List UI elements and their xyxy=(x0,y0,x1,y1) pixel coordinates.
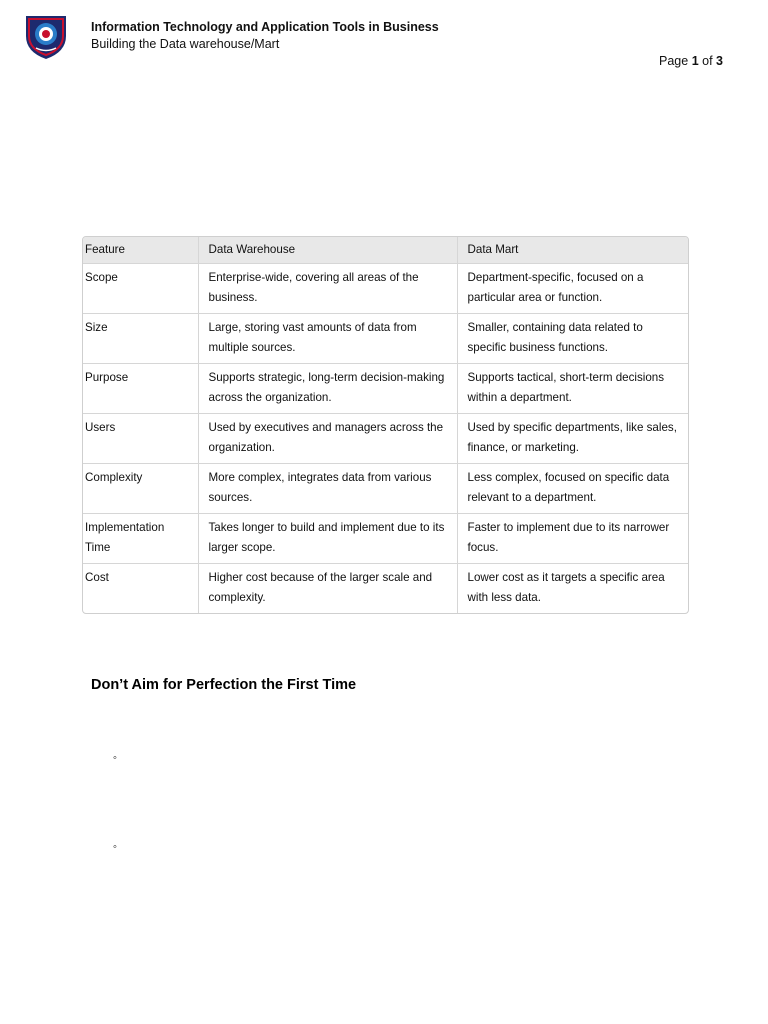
data-mart-cell: Smaller, containing data related to specific business functions. xyxy=(457,314,688,364)
data-warehouse-cell: Takes longer to build and implement due to its larger scope. xyxy=(198,514,457,564)
document-subtitle: Building the Data warehouse/Mart xyxy=(91,37,280,51)
table-row xyxy=(83,264,688,314)
bullet-marker: ◦ xyxy=(113,752,117,764)
data-warehouse-cell: Used by executives and managers across the organization. xyxy=(198,414,457,464)
page-label: Page xyxy=(659,54,689,68)
column-header-data-warehouse: Data Warehouse xyxy=(198,237,457,264)
data-warehouse-cell: Enterprise-wide, covering all areas of the business. xyxy=(198,264,457,314)
column-header-feature: Feature xyxy=(83,237,198,264)
table-row xyxy=(83,514,688,564)
comparison-table xyxy=(82,236,689,614)
table-row xyxy=(83,464,688,514)
feature-cell: Scope xyxy=(83,264,198,314)
bullet-marker: ◦ xyxy=(113,841,117,853)
data-mart-cell: Faster to implement due to its narrower focus. xyxy=(457,514,688,564)
feature-cell: Users xyxy=(83,414,198,464)
page-total: 3 xyxy=(716,54,723,68)
document-title: Information Technology and Application Tools in Business xyxy=(91,20,439,34)
table-header-row xyxy=(83,237,688,264)
data-warehouse-cell: More complex, integrates data from various sources. xyxy=(198,464,457,514)
data-mart-cell: Less complex, focused on specific data relevant to a department. xyxy=(457,464,688,514)
page-current: 1 xyxy=(691,54,699,68)
data-mart-cell: Department-specific, focused on a particular area or function. xyxy=(457,264,688,314)
feature-cell: Complexity xyxy=(83,464,198,514)
feature-cell: Purpose xyxy=(83,364,198,414)
table-row xyxy=(83,364,688,414)
data-mart-cell: Used by specific departments, like sales, finance, or marketing. xyxy=(457,414,688,464)
feature-cell: Cost xyxy=(83,564,198,614)
page-of: of xyxy=(702,54,713,68)
feature-cell: Size xyxy=(83,314,198,364)
data-mart-cell: Supports tactical, short-term decisions within a department. xyxy=(457,364,688,414)
university-seal-icon xyxy=(22,14,70,60)
data-mart-cell: Lower cost as it targets a specific area with less data. xyxy=(467,571,665,604)
data-warehouse-cell: Higher cost because of the larger scale and complexity. xyxy=(198,564,457,614)
table-row xyxy=(83,564,688,614)
page-indicator xyxy=(659,54,723,68)
table-row xyxy=(83,414,688,464)
table-row xyxy=(83,314,688,364)
section-heading: Don’t Aim for Perfection the First Time xyxy=(91,677,357,693)
data-warehouse-cell: Supports strategic, long-term decision-making across the organization. xyxy=(198,364,457,414)
data-warehouse-cell: Large, storing vast amounts of data from multiple sources. xyxy=(198,314,457,364)
column-header-data-mart: Data Mart xyxy=(457,237,688,264)
feature-cell: Implementation Time xyxy=(83,514,198,564)
